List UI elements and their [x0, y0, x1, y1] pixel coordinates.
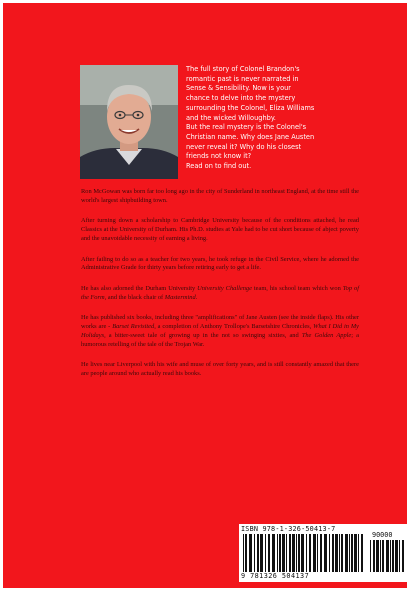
- barcode-bar: [265, 534, 266, 572]
- barcode-bar: [380, 540, 381, 572]
- barcode-bar: [332, 534, 334, 572]
- barcode-bar: [390, 540, 391, 572]
- barcode-bar: [376, 540, 379, 572]
- barcode-bar: [249, 534, 252, 572]
- blurb-line: Christian name. Why does Jane Austen: [186, 132, 315, 141]
- blurb-line: The full story of Colonel Brandon's: [186, 65, 300, 73]
- barcode-bar: [277, 534, 278, 572]
- barcode-bar: [386, 540, 389, 572]
- barcode-bar: [260, 534, 263, 572]
- barcode-bar: [370, 540, 371, 572]
- barcode-bar: [296, 534, 297, 572]
- bio-paragraph-career: After failing to do so as a teacher for two years, he took refuge in the Civil Service, where he adorned the Administrative Grade for thirty years before retiring early to get a life.: [81, 255, 359, 272]
- barcode-bar: [329, 534, 330, 572]
- barcode-addon-icon: [370, 540, 404, 572]
- bio-title: Mastermind: [164, 293, 196, 301]
- blurb-line: never reveal it? Why do his closest: [186, 142, 302, 151]
- blurb-text: [186, 65, 391, 172]
- barcode-bar: [279, 534, 281, 572]
- barcode-bar: [268, 534, 270, 572]
- barcode-addon-number: 90000: [372, 531, 393, 539]
- bio-title: The Golden Apple: [301, 331, 352, 339]
- bio-text: , and the black chair of: [104, 293, 165, 301]
- bio-paragraph-home: He lives near Liverpool with his wife and muse of over forty years, and is still constantly amazed that there are people around who actually read his books.: [81, 361, 359, 378]
- blurb-line: and the wicked Willoughby.: [186, 113, 276, 122]
- barcode-bar: [257, 534, 259, 572]
- barcode-digits: 9 781326 504137: [241, 572, 310, 580]
- bio-paragraph-quiz: [81, 285, 359, 303]
- barcode-bar: [324, 534, 327, 572]
- bio-paragraph-education: After turning down a scholarship to Cambridge University because of the conditions attached, he read Classics at the University of Durham. His Ph.D. studies at Yale had to be cut short because of abject poverty and the unavoidable necessity of earning a living.: [81, 217, 359, 243]
- barcode-bar: [301, 534, 304, 572]
- barcode-bar: [345, 534, 348, 572]
- bio-paragraph-books: [81, 314, 359, 350]
- blurb-line: romantic past is never narrated in: [186, 74, 299, 83]
- bio-text: , a bitter-sweet tale of growing up in the not so swinging sixties, and: [104, 331, 302, 339]
- bio-title: Top of the Form: [81, 284, 359, 301]
- barcode-bar: [317, 534, 318, 572]
- barcode-bar: [349, 534, 350, 572]
- bio-text: He has published six books, including three "amplifications" of Jane Austen (see the inside flaps). His other works are -: [81, 314, 359, 331]
- barcode-bar: [289, 534, 291, 572]
- barcode-icon: [243, 534, 367, 572]
- barcode-bar: [292, 534, 295, 572]
- barcode-bar: [351, 534, 353, 572]
- blurb-line: chance to delve into the mystery: [186, 94, 296, 103]
- bio-title: Barset Revisited: [112, 323, 155, 331]
- bio-text: ; a humorous retelling of the tale of the Trojan War.: [81, 331, 360, 348]
- blurb-line: Sense & Sensibility. Now is your: [186, 84, 292, 93]
- barcode-bar: [354, 534, 357, 572]
- barcode-bar: [361, 534, 363, 572]
- author-photo: [80, 65, 178, 179]
- barcode-bar: [382, 540, 384, 572]
- barcode-bar: [320, 534, 322, 572]
- blurb-line: Read on to find out.: [186, 162, 252, 171]
- barcode-bar: [298, 534, 300, 572]
- barcode-bar: [286, 534, 287, 572]
- barcode-bar: [358, 534, 359, 572]
- barcode-bar: [309, 534, 311, 572]
- barcode-bar: [282, 534, 285, 572]
- barcode-bar: [341, 534, 343, 572]
- blurb-line: surrounding the Colonel, Eliza Williams: [186, 103, 315, 112]
- isbn-label: ISBN 978-1-326-50413-7: [241, 525, 336, 533]
- back-cover: [3, 3, 407, 588]
- barcode-bar: [399, 540, 400, 572]
- barcode-bar: [254, 534, 255, 572]
- blurb-line: friends not know it?: [186, 152, 252, 161]
- bio-title: What I Did in My Holidays: [81, 323, 359, 339]
- bio-title: University Challenge: [197, 284, 252, 292]
- barcode-bar: [392, 540, 394, 572]
- bio-text: .: [195, 293, 198, 301]
- barcode-bar: [243, 534, 244, 572]
- barcode-bar: [245, 534, 247, 572]
- barcode-bar: [306, 534, 307, 572]
- bio-text: He has also adorned the Durham University: [81, 284, 198, 292]
- barcode-bar: [395, 540, 398, 572]
- barcode-bar: [339, 534, 340, 572]
- barcode-bar: [373, 540, 375, 572]
- author-portrait-icon: [80, 65, 178, 179]
- blurb-line: But the real mystery is the Colonel's: [186, 123, 307, 132]
- barcode-bar: [402, 540, 404, 572]
- bio-text: team, his school team which won: [251, 284, 343, 292]
- isbn-barcode: [239, 524, 407, 582]
- barcode-bar: [272, 534, 275, 572]
- author-bio: [81, 188, 359, 391]
- barcode-bar: [335, 534, 338, 572]
- bio-text: , a completion of Anthony Trollope's Barsetshire Chronicles,: [154, 323, 314, 331]
- bio-paragraph-birth: Ron McGowan was born far too long ago in the city of Sunderland in northeast England, at the time still the world's largest shipbuilding town.: [81, 188, 359, 204]
- barcode-bar: [313, 534, 316, 572]
